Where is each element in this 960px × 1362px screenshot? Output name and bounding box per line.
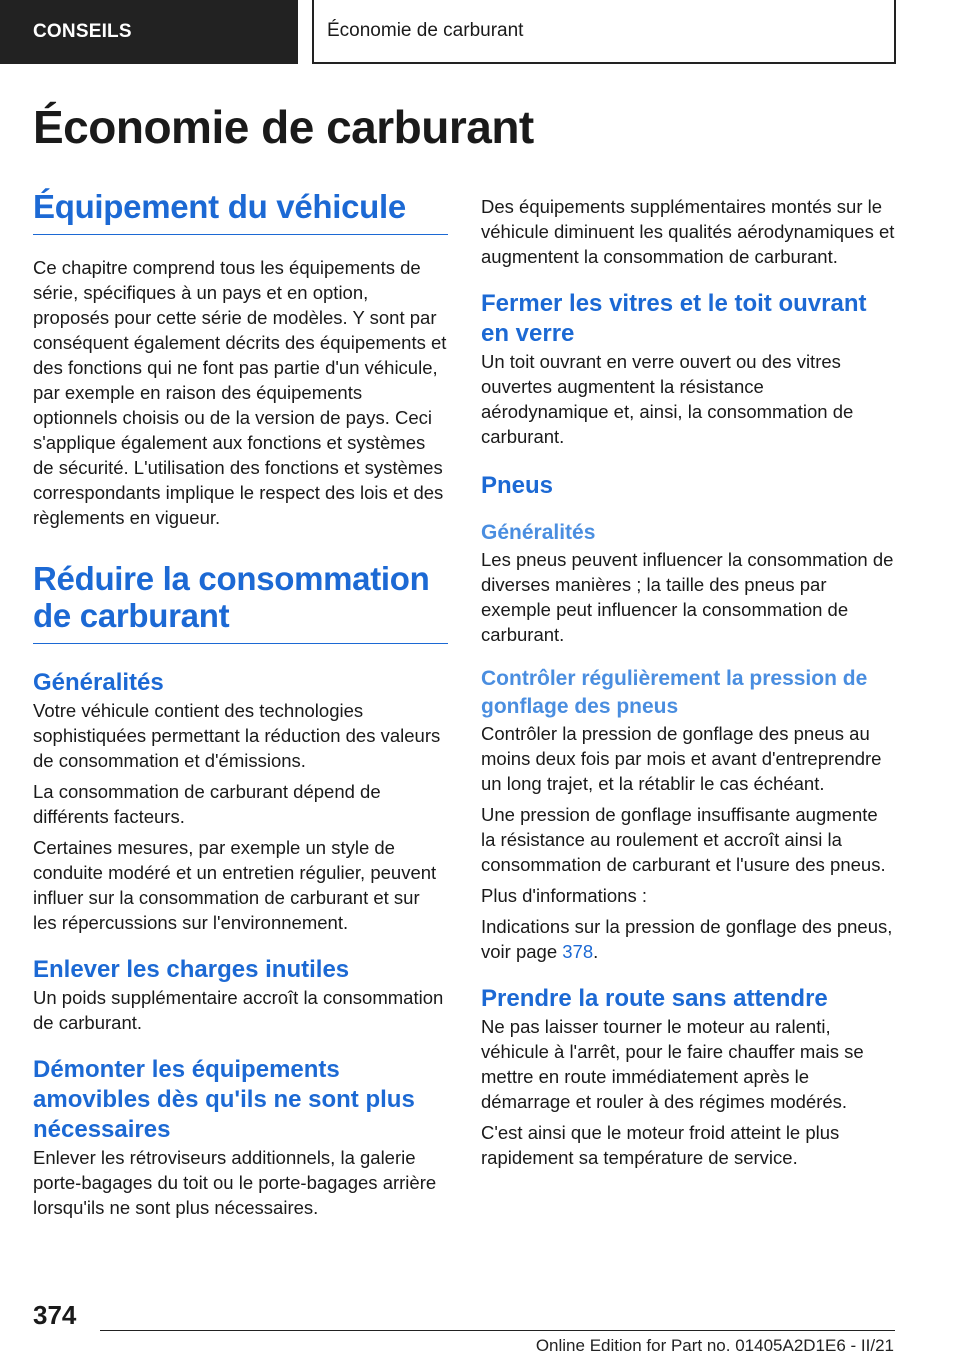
paragraph-charges: Un poids supplémentaire accroît la consommation de carburant. <box>33 987 444 1033</box>
reference-end: . <box>593 941 599 962</box>
paragraph-route-1: Ne pas laisser tourner le moteur au ralenti, véhicule à l'arrêt, pour le faire chauffer mais se mettre en route immédiatement après le démarrage et rouler à des régimes modérés. <box>481 1016 864 1112</box>
page-title: Économie de carburant <box>33 101 534 153</box>
heading-route: Prendre la route sans attendre <box>481 985 828 1012</box>
heading-charges: Enlever les charges inutiles <box>33 956 350 983</box>
paragraph-route-2: C'est ainsi que le moteur froid atteint le plus rapidement sa température de service. <box>481 1122 840 1168</box>
paragraph-intro: Des équipements supplémentaires montés sur le véhicule diminuent les qualités aérodynamiques et augmentent la consommation de carburant. <box>481 196 895 267</box>
page-number: 374 <box>33 1300 77 1330</box>
paragraph-more-info: Plus d'informations : <box>481 885 647 906</box>
heading-demonter: Démonter les équipements amovibles dès qu'ils ne sont plus nécessaires <box>33 1056 415 1143</box>
reference-text: Indications sur la pression de gonflage des pneus, voir page <box>481 916 893 962</box>
page-link-378[interactable]: 378 <box>562 941 594 962</box>
paragraph-pneus-generalites: Les pneus peuvent influencer la consommation de diverses manières ; la taille des pneus par exemple peut influencer la consommation de carburant. <box>481 549 894 645</box>
chapter-label: Économie de carburant <box>327 20 524 41</box>
heading-pneus: Pneus <box>481 472 554 499</box>
footer-divider <box>100 1330 895 1331</box>
paragraph-reference <box>481 914 896 964</box>
heading-equipement: Équipement du véhicule <box>33 188 448 235</box>
heading-reduire: Réduire la consommation de carburant <box>33 560 448 644</box>
heading-controle-pression: Contrôler régulièrement la pression de gonflage des pneus <box>481 667 868 718</box>
paragraph-reduire-3: Certaines mesures, par exemple un style de conduite modéré et un entretien régulier, peuvent influer sur la consommation de carburant et sur les répercussions sur l'environnement. <box>33 837 437 933</box>
paragraph-demonter: Enlever les rétroviseurs additionnels, la galerie porte-bagages du toit ou le porte-bagages arrière lorsqu'ils ne sont plus nécessaires. <box>33 1147 437 1218</box>
paragraph-controle-2: Une pression de gonflage insuffisante augmente la résistance au roulement et accroît ainsi la consommation de carburant et l'usure des pneus. <box>481 804 886 875</box>
left-column <box>33 188 448 1226</box>
chapter-header <box>312 0 896 64</box>
section-label: CONSEILS <box>33 21 132 42</box>
paragraph-reduire-2: La consommation de carburant dépend de différents facteurs. <box>33 781 381 827</box>
paragraph-controle-1: Contrôler la pression de gonflage des pneus au moins deux fois par mois et avant d'entreprendre un long trajet, et la rétablir le cas échéant. <box>481 723 882 794</box>
heading-vitres: Fermer les vitres et le toit ouvrant en verre <box>481 290 867 347</box>
heading-generalites-reduire: Généralités <box>33 669 164 696</box>
heading-generalites-pneus: Généralités <box>481 521 596 544</box>
section-tab <box>0 0 298 64</box>
paragraph-vitres: Un toit ouvrant en verre ouvert ou des vitres ouvertes augmentent la résistance aérodynamique et, ainsi, la consommation de carburant. <box>481 351 854 447</box>
right-column <box>481 188 896 1176</box>
edition-note: Online Edition for Part no. 01405A2D1E6 - II/21 <box>535 1336 894 1355</box>
paragraph-reduire-1: Votre véhicule contient des technologies sophistiquées permettant la réduction des valeurs de consommation et d'émissions. <box>33 700 441 771</box>
paragraph-equipement: Ce chapitre comprend tous les équipements de série, spécifiques à un pays et en option, proposés pour cette série de modèles. Y sont par conséquent également décrits des équipements et des fonctions qui ne font pas partie d'un véhicule, par exemple en raison des équipements optionnels choisis ou de la version de pays. Ceci s'applique également aux fonctions et systèmes de sécurité. L'utilisation des fonctions et systèmes correspondants implique le respect des lois et des règlements en vigueur. <box>33 257 447 528</box>
